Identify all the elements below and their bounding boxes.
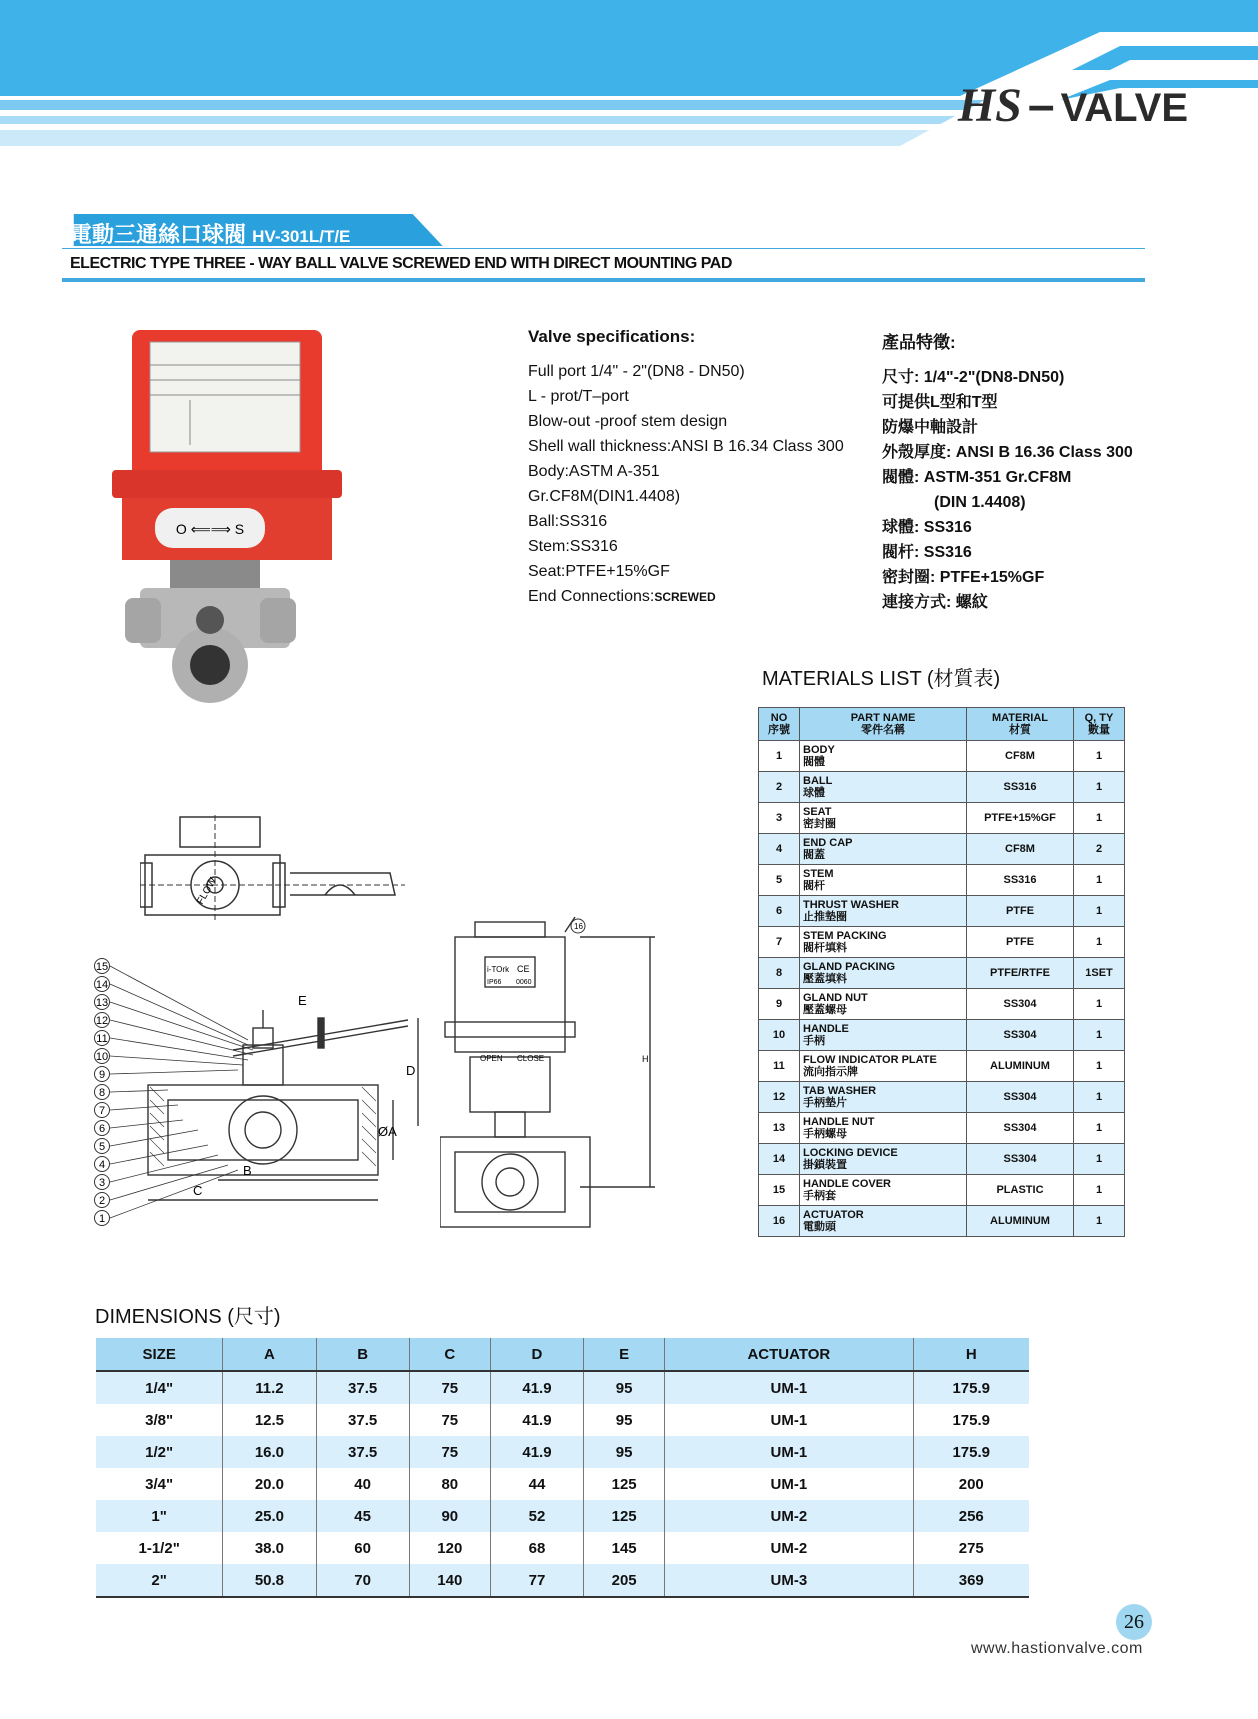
front-view-drawing: [440, 912, 670, 1242]
material-part: [800, 741, 967, 772]
title-rule: [62, 278, 1145, 282]
dim-head: A: [223, 1338, 316, 1371]
material-row: [759, 1051, 1125, 1082]
dimension-cell: UM-1: [665, 1404, 913, 1436]
material-value: ALUMINUM: [967, 1051, 1074, 1082]
material-no: 9: [759, 989, 800, 1020]
dim-head: E: [584, 1338, 665, 1371]
callout-number: 10: [95, 1051, 109, 1063]
material-no: 14: [759, 1144, 800, 1175]
material-row: [759, 958, 1125, 989]
material-part-name: THRUST WASHER: [803, 899, 899, 911]
spec-zh-line: 球體: SS316: [882, 519, 972, 536]
callout-number: 2: [98, 1195, 106, 1207]
material-value: SS304: [967, 1082, 1074, 1113]
material-no: 11: [759, 1051, 800, 1082]
direction-label: O ⟸⟹ S: [175, 521, 245, 537]
callout-number: 6: [98, 1123, 106, 1135]
callout-number: 11: [96, 1033, 108, 1045]
material-part-zh: 手柄墊片: [803, 1097, 847, 1109]
dimension-cell: 37.5: [316, 1404, 409, 1436]
dimension-row: [96, 1404, 1029, 1436]
material-no: 7: [759, 927, 800, 958]
material-part-name: STEM: [803, 868, 834, 880]
dimension-cell: 2": [96, 1564, 223, 1597]
material-value: PTFE: [967, 896, 1074, 927]
material-qty: 1: [1074, 989, 1125, 1020]
dimension-cell: 68: [490, 1532, 583, 1564]
material-no: 12: [759, 1082, 800, 1113]
spec-line: Gr.CF8M(DIN1.4408): [528, 488, 681, 505]
mat-head-part-zh: 零件名稱: [861, 724, 905, 736]
material-row: [759, 772, 1125, 803]
callout-number: 8: [98, 1087, 106, 1099]
material-row: [759, 896, 1125, 927]
material-qty: 1: [1074, 1082, 1125, 1113]
end-connections-label: End Connections:: [528, 588, 655, 605]
material-row: [759, 927, 1125, 958]
dimension-row: [96, 1532, 1029, 1564]
dimension-cell: UM-3: [665, 1564, 913, 1597]
material-part-zh: 止推墊圈: [803, 911, 847, 923]
specs-en: [528, 324, 844, 610]
material-row: [759, 741, 1125, 772]
material-qty: 1: [1074, 803, 1125, 834]
title-zh: [70, 218, 350, 249]
material-part-name: HANDLE NUT: [803, 1116, 875, 1128]
callout-number: 3: [98, 1177, 106, 1189]
material-row: [759, 1175, 1125, 1206]
specs-en-heading: Valve specifications:: [528, 327, 696, 346]
material-qty: 1: [1074, 1144, 1125, 1175]
spec-zh-line: 連接方式: 螺紋: [882, 594, 988, 611]
dimension-cell: 80: [409, 1468, 490, 1500]
label-a: ØA: [378, 1124, 397, 1139]
material-qty: 1: [1074, 927, 1125, 958]
material-part-zh: 手柄套: [803, 1190, 836, 1202]
material-part: [800, 896, 967, 927]
material-part-name: BALL: [803, 775, 833, 787]
dimension-cell: 95: [584, 1436, 665, 1468]
title-rule-top: [62, 248, 1145, 249]
callout-group: [95, 959, 110, 1226]
material-row: [759, 834, 1125, 865]
dimension-cell: 41.9: [490, 1404, 583, 1436]
dimension-cell: 40: [316, 1468, 409, 1500]
dimension-cell: UM-1: [665, 1436, 913, 1468]
dimension-cell: 77: [490, 1564, 583, 1597]
dimension-cell: 75: [409, 1371, 490, 1404]
material-qty: 1: [1074, 865, 1125, 896]
spec-line: Blow-out -proof stem design: [528, 413, 728, 430]
dimension-cell: 45: [316, 1500, 409, 1532]
title-zh-text: 電動三通絲口球閥: [70, 222, 247, 247]
material-part-name: ACTUATOR: [803, 1209, 864, 1221]
mat-head-material-zh: 材質: [1009, 724, 1031, 736]
dimension-cell: 95: [584, 1371, 665, 1404]
spec-line: L - prot/T–port: [528, 388, 629, 405]
material-part: [800, 1082, 967, 1113]
dim-head: SIZE: [96, 1338, 223, 1371]
dim-head: D: [490, 1338, 583, 1371]
section-drawing: [88, 950, 428, 1240]
material-part: [800, 865, 967, 896]
material-part-zh: 閥杆填料: [803, 942, 847, 954]
material-value: CF8M: [967, 834, 1074, 865]
dimension-cell: 75: [409, 1404, 490, 1436]
specs-zh: [882, 330, 1133, 615]
dimension-cell: 125: [584, 1500, 665, 1532]
material-row: [759, 1113, 1125, 1144]
label-h: H: [642, 1054, 649, 1064]
material-part-name: HANDLE COVER: [803, 1178, 892, 1190]
dimensions-body: [96, 1371, 1029, 1597]
dimension-cell: 175.9: [952, 1411, 991, 1429]
mat-head-qty-zh: 數量: [1088, 724, 1110, 736]
dimension-cell: 140: [409, 1564, 490, 1597]
material-part-zh: 閥蓋: [803, 849, 825, 861]
page-number: 26: [1116, 1604, 1152, 1640]
dimension-cell: 275: [958, 1539, 984, 1557]
material-value: SS316: [967, 865, 1074, 896]
material-part: [800, 834, 967, 865]
spec-zh-line: 閥體: ASTM-351 Gr.CF8M: [882, 469, 1072, 486]
dimension-cell: 205: [584, 1564, 665, 1597]
end-connections-value: SCREWED: [654, 590, 716, 604]
material-part-name: FLOW INDICATOR PLATE: [803, 1054, 937, 1066]
material-part: [800, 803, 967, 834]
material-part-zh: 掛鎖裝置: [803, 1159, 847, 1171]
material-part-name: HANDLE: [803, 1023, 849, 1035]
material-part-zh: 流向指示牌: [803, 1066, 858, 1078]
callout-number: 12: [95, 1015, 109, 1027]
callout-number: 13: [95, 997, 109, 1009]
material-value: ALUMINUM: [967, 1206, 1074, 1237]
spec-line: Shell wall thickness:ANSI B 16.34 Class 300: [528, 438, 844, 455]
dimension-cell: UM-2: [665, 1532, 913, 1564]
material-no: 3: [759, 803, 800, 834]
label-b: B: [243, 1163, 252, 1178]
dimension-cell: 1-1/2": [96, 1532, 223, 1564]
website-url: www.hastionvalve.com: [971, 1640, 1143, 1657]
material-row: [759, 1082, 1125, 1113]
material-row: [759, 865, 1125, 896]
material-part-zh: 電動頭: [803, 1221, 836, 1233]
mat-head-no-zh: 序號: [768, 724, 790, 736]
dimension-cell: 175.9: [913, 1371, 1029, 1404]
dimensions-header-row: [96, 1338, 1029, 1371]
title-en: ELECTRIC TYPE THREE - WAY BALL VALVE SCREWED END WITH DIRECT MOUNTING PAD: [70, 255, 732, 272]
dimension-cell: 50.8: [223, 1564, 316, 1597]
material-qty: 1SET: [1074, 958, 1125, 989]
mat-head-qty: Q, TY: [1084, 712, 1114, 724]
title-model: HV-301L/T/E: [252, 227, 351, 246]
dimension-cell: 200: [958, 1475, 984, 1493]
material-part: [800, 1206, 967, 1237]
spec-zh-line: 閥杆: SS316: [882, 544, 972, 561]
mat-head-material: MATERIAL: [991, 712, 1048, 724]
material-no: 1: [759, 741, 800, 772]
material-part: [800, 1051, 967, 1082]
actuator-ip: IP66: [487, 979, 502, 986]
material-no: 10: [759, 1020, 800, 1051]
dimension-cell: UM-1: [665, 1371, 913, 1404]
material-no: 8: [759, 958, 800, 989]
dimension-cell: 120: [409, 1532, 490, 1564]
spec-line: Ball:SS316: [528, 513, 608, 530]
material-no: 5: [759, 865, 800, 896]
dim-head: ACTUATOR: [665, 1338, 913, 1371]
dimension-cell: 11.2: [223, 1371, 316, 1404]
dimension-row: [96, 1371, 1029, 1404]
dimension-cell: 16.0: [223, 1436, 316, 1468]
dimension-cell: 3/4": [96, 1468, 223, 1500]
dimension-cell: 44: [490, 1468, 583, 1500]
label-close: CLOSE: [517, 1054, 545, 1063]
material-part-zh: 閥杆: [803, 880, 825, 892]
product-photo: [110, 320, 350, 720]
material-part-name: TAB WASHER: [803, 1085, 877, 1097]
dimension-cell: 70: [316, 1564, 409, 1597]
material-no: 15: [759, 1175, 800, 1206]
dimension-cell: 145: [584, 1532, 665, 1564]
material-no: 2: [759, 772, 800, 803]
dimension-cell: 25.0: [223, 1500, 316, 1532]
spec-line: Full port 1/4" - 2"(DN8 - DN50): [528, 363, 745, 380]
material-value: SS304: [967, 989, 1074, 1020]
material-qty: 1: [1074, 772, 1125, 803]
material-part: [800, 958, 967, 989]
dimension-cell: 75: [409, 1436, 490, 1468]
dim-head: C: [409, 1338, 490, 1371]
material-row: [759, 1020, 1125, 1051]
spec-zh-line: 可提供L型和T型: [882, 394, 998, 411]
material-value: PTFE+15%GF: [967, 803, 1074, 834]
dimension-cell: 20.0: [223, 1468, 316, 1500]
mat-head-part: PART NAME: [850, 712, 916, 724]
material-value: SS304: [967, 1113, 1074, 1144]
dimension-cell: 60: [316, 1532, 409, 1564]
spec-line: Seat:PTFE+15%GF: [528, 563, 670, 580]
material-no: 16: [759, 1206, 800, 1237]
material-part-zh: 手柄螺母: [803, 1128, 847, 1140]
material-qty: 1: [1074, 896, 1125, 927]
actuator-brand: i-TOrk: [487, 965, 510, 974]
spec-line: Stem:SS316: [528, 538, 618, 555]
dimension-row: [96, 1468, 1029, 1500]
spec-zh-line: 尺寸: 1/4"-2"(DN8-DN50): [882, 369, 1065, 386]
material-qty: 2: [1074, 834, 1125, 865]
flow-label: FLOW: [195, 875, 220, 907]
dim-head: B: [316, 1338, 409, 1371]
material-value: CF8M: [967, 741, 1074, 772]
material-part: [800, 927, 967, 958]
material-value: PTFE: [967, 927, 1074, 958]
label-e: E: [298, 993, 307, 1008]
dimensions-title: DIMENSIONS (尺寸): [95, 1306, 281, 1328]
material-part: [800, 989, 967, 1020]
dimension-cell: 1": [96, 1500, 223, 1532]
material-part-name: SEAT: [803, 806, 832, 818]
dim-head: H: [913, 1338, 1029, 1371]
specs-zh-heading: 產品特徵:: [882, 333, 956, 352]
label-c: C: [193, 1183, 203, 1198]
dimension-cell: 369: [913, 1564, 1029, 1597]
mat-head-no: NO: [770, 712, 788, 724]
actuator-ce: CE: [517, 964, 530, 974]
dimension-cell: 3/8": [96, 1404, 223, 1436]
dimension-cell: 1/4": [96, 1371, 223, 1404]
dimension-cell: 175.9: [913, 1436, 1029, 1468]
material-part: [800, 772, 967, 803]
material-part-zh: 閥體: [803, 756, 825, 768]
material-row: [759, 803, 1125, 834]
dimension-row: [96, 1500, 1029, 1532]
callout-number: 9: [98, 1069, 106, 1081]
material-value: SS304: [967, 1020, 1074, 1051]
top-view-drawing: [140, 815, 410, 925]
brand-dash: –: [1027, 79, 1055, 132]
dimension-cell: UM-2: [665, 1500, 913, 1532]
material-part-zh: 球體: [803, 787, 825, 799]
material-value: SS304: [967, 1144, 1074, 1175]
spec-zh-line: 防爆中軸設計: [882, 419, 979, 436]
dimension-cell: 256: [913, 1500, 1029, 1532]
callout-number: 4: [98, 1159, 106, 1171]
brand-valve: VALVE: [1060, 86, 1188, 130]
materials-title: MATERIALS LIST (材質表): [762, 668, 1001, 690]
material-value: SS316: [967, 772, 1074, 803]
material-part-name: BODY: [803, 744, 835, 756]
dimension-cell: 52: [490, 1500, 583, 1532]
dimension-cell: 12.5: [223, 1404, 316, 1436]
dimension-cell: 125: [584, 1468, 665, 1500]
material-part-zh: 壓蓋螺母: [803, 1004, 847, 1016]
material-value: PLASTIC: [967, 1175, 1074, 1206]
material-part: [800, 1113, 967, 1144]
material-no: 13: [759, 1113, 800, 1144]
spec-line-end-connections: [528, 584, 844, 610]
material-part-zh: 手柄: [803, 1035, 825, 1047]
callout-16: 16: [574, 922, 583, 931]
material-part-name: GLAND NUT: [803, 992, 868, 1004]
dimension-cell: UM-1: [665, 1468, 913, 1500]
material-qty: 1: [1074, 1113, 1125, 1144]
material-no: 6: [759, 896, 800, 927]
dimension-cell: 37.5: [316, 1371, 409, 1404]
material-qty: 1: [1074, 1051, 1125, 1082]
label-open: OPEN: [480, 1054, 503, 1063]
dimension-cell: 90: [409, 1500, 490, 1532]
dimension-row: [96, 1564, 1029, 1597]
material-part-name: GLAND PACKING: [803, 961, 896, 973]
callout-number: 1: [98, 1213, 106, 1225]
dimension-cell: 1/2": [96, 1436, 223, 1468]
material-part-zh: 密封圈: [803, 818, 836, 830]
material-part: [800, 1144, 967, 1175]
material-qty: 1: [1074, 1175, 1125, 1206]
material-part-name: LOCKING DEVICE: [803, 1147, 898, 1159]
dimension-cell: 37.5: [316, 1436, 409, 1468]
material-qty: 1: [1074, 1206, 1125, 1237]
dimension-cell: 95: [584, 1404, 665, 1436]
materials-table: [758, 707, 1125, 1237]
material-part-name: STEM PACKING: [803, 930, 887, 942]
brand-hs: HS: [957, 79, 1022, 132]
material-row: [759, 989, 1125, 1020]
material-qty: 1: [1074, 741, 1125, 772]
dimension-row: [96, 1436, 1029, 1468]
dimension-cell: 41.9: [490, 1371, 583, 1404]
materials-header-row: [759, 708, 1125, 741]
callout-number: 5: [98, 1141, 106, 1153]
material-row: [759, 1206, 1125, 1237]
material-row: [759, 1144, 1125, 1175]
dimension-cell: 38.0: [223, 1532, 316, 1564]
spec-zh-line: 外殼厚度: ANSI B 16.36 Class 300: [882, 444, 1133, 461]
dimensions-table: [96, 1338, 1029, 1598]
material-part: [800, 1175, 967, 1206]
spec-zh-line: 密封圈: PTFE+15%GF: [882, 569, 1045, 586]
label-d: D: [406, 1063, 416, 1078]
materials-body: [759, 741, 1125, 1237]
spec-line: Body:ASTM A-351: [528, 463, 660, 480]
material-qty: 1: [1074, 1020, 1125, 1051]
callout-number: 15: [95, 961, 109, 973]
callout-number: 7: [98, 1105, 106, 1117]
material-part-zh: 壓蓋填料: [803, 973, 847, 985]
material-no: 4: [759, 834, 800, 865]
actuator-cert: 0060: [516, 979, 532, 986]
dimension-cell: 41.9: [490, 1436, 583, 1468]
material-part-name: END CAP: [803, 837, 853, 849]
brand-logo: [958, 78, 1188, 133]
callout-number: 14: [95, 979, 109, 991]
material-part: [800, 1020, 967, 1051]
spec-zh-line: (DIN 1.4408): [934, 494, 1026, 511]
material-value: PTFE/RTFE: [967, 958, 1074, 989]
